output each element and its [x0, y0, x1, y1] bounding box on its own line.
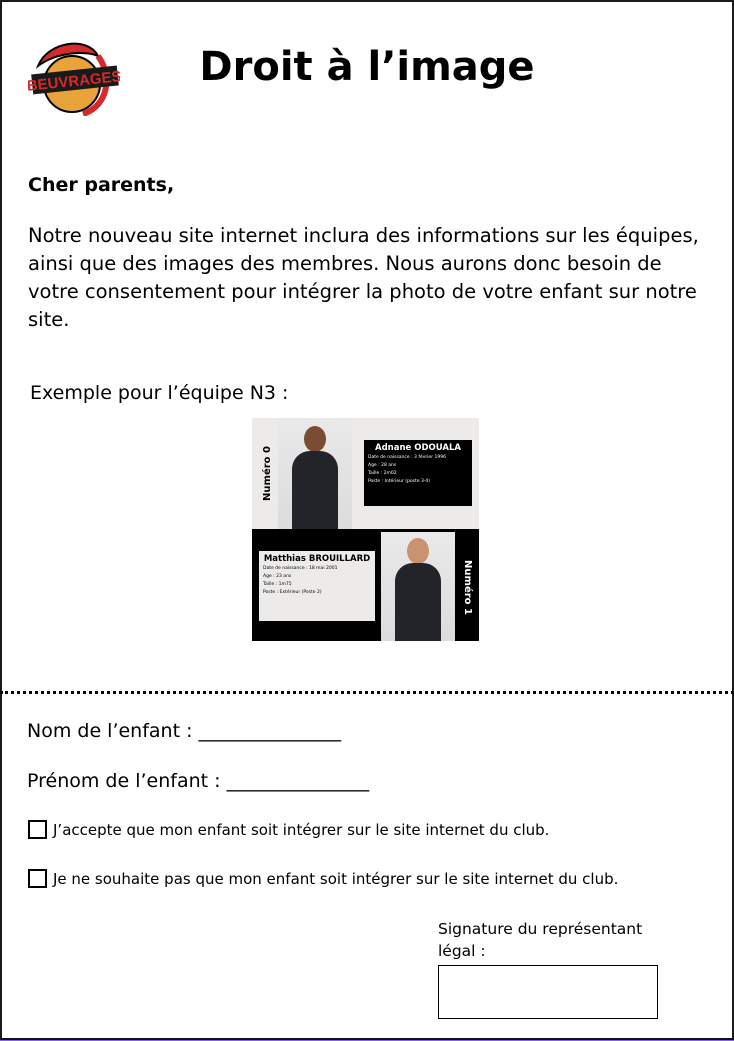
- child-name-field[interactable]: Nom de l’enfant : _______________: [27, 720, 342, 742]
- team-example-image: [252, 418, 479, 641]
- player-info-card: Matthias BROUILLARD Date de naissance : 18 mai 2001 Age : 23 ans Taille : 1m75 Poste : Extérieur (Poste 2): [259, 551, 375, 621]
- player-photo: [278, 418, 352, 529]
- page-title: Droit à l’image: [199, 44, 535, 90]
- logo-text: BEUVRAGES: [28, 68, 120, 95]
- greeting: Cher parents,: [28, 174, 175, 196]
- accept-checkbox[interactable]: [28, 820, 47, 839]
- child-firstname-field[interactable]: Prénom de l’enfant : _______________: [27, 770, 370, 792]
- player-number: Numéro 0: [261, 446, 273, 501]
- accept-option[interactable]: [28, 820, 549, 839]
- signature-box[interactable]: [438, 965, 658, 1019]
- player-number: Numéro 1: [461, 560, 473, 615]
- player-info-card: Adnane ODOUALA Date de naissance : 3 février 1996 Age : 28 ans Taille : 2m02 Poste : Intérieur (poste 3-4): [364, 440, 472, 506]
- example-label: Exemple pour l’équipe N3 :: [30, 382, 289, 404]
- accept-label: J’accepte que mon enfant soit intégrer sur le site internet du club.: [53, 820, 550, 839]
- intro-paragraph: Notre nouveau site internet inclura des informations sur les équipes, ainsi que des images des membres. Nous aurons donc besoin de votre consentement pour intégrer la photo de votre enfant sur notre site.: [28, 224, 699, 331]
- player-photo: [381, 532, 455, 641]
- refuse-label: Je ne souhaite pas que mon enfant soit intégrer sur le site internet du club.: [53, 869, 619, 888]
- refuse-option[interactable]: [28, 869, 618, 888]
- cut-line-divider: [0, 691, 734, 694]
- signature-label: Signature du représentant légal :: [438, 920, 643, 960]
- refuse-checkbox[interactable]: [28, 869, 47, 888]
